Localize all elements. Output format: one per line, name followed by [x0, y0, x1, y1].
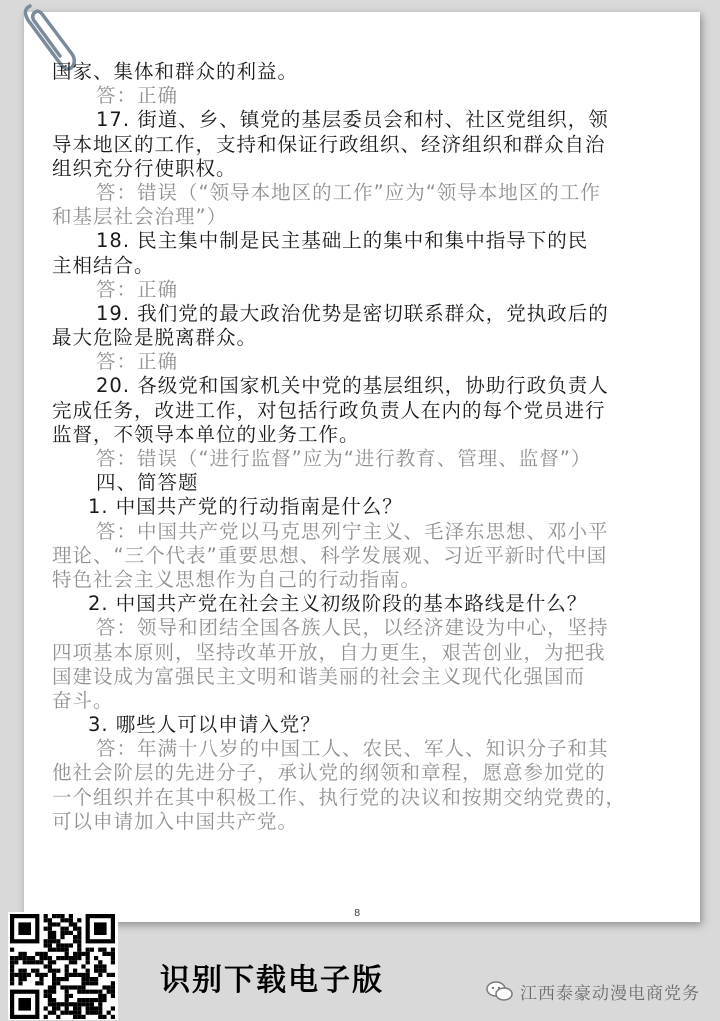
answer-line: 答：中国共产党以马克思列宁主义、毛泽东思想、邓小平	[96, 519, 609, 543]
download-label: 识别下载电子版	[160, 963, 384, 998]
answer-line: 答：正确	[96, 350, 179, 374]
text-line: 20. 各级党和国家机关中党的基层组织，协助行政负责人	[96, 374, 609, 398]
account-name: 江西泰豪动漫电商党务	[520, 983, 700, 1004]
text-line: 主相结合。	[52, 253, 155, 277]
wechat-icon	[486, 980, 514, 1002]
text-line: 组织充分行使职权。	[52, 156, 237, 180]
answer-line: 一个组织并在其中积极工作、执行党的决议和按期交纳党费的，	[52, 785, 627, 809]
answer-line: 理论、“三个代表”重要思想、科学发展观、习近平新时代中国	[52, 543, 608, 567]
text-line: 最大危险是脱离群众。	[52, 326, 258, 350]
answer-line: 答：错误（“领导本地区的工作”应为“领导本地区的工作	[96, 180, 601, 204]
answer-line: 国建设成为富强民主文明和谐美丽的社会主义现代化强国而	[52, 664, 586, 688]
text-line: 3. 哪些人可以申请入党？	[88, 713, 321, 737]
qr-code-icon[interactable]	[8, 912, 118, 1020]
page-number: 8	[354, 908, 361, 919]
text-line: 1. 中国共产党的行动指南是什么？	[88, 495, 403, 519]
text-line: 四、简答题	[96, 471, 199, 495]
answer-line: 和基层社会治理”）	[52, 205, 228, 229]
answer-line: 答：正确	[96, 277, 179, 301]
answer-line: 答：领导和团结全国各族人民，以经济建设为中心，坚持	[96, 616, 609, 640]
text-line: 2. 中国共产党在社会主义初级阶段的基本路线是什么？	[88, 592, 588, 616]
answer-line: 四项基本原则，坚持改革开放，自力更生，艰苦创业，为把我	[52, 640, 606, 664]
answer-line: 奋斗。	[52, 688, 114, 712]
answer-line: 答：错误（“进行监督”应为“进行教育、管理、监督”）	[96, 447, 592, 470]
answer-line: 可以申请加入中国共产党。	[52, 809, 299, 833]
text-line: 19. 我们党的最大政治优势是密切联系群众，党执政后的	[96, 301, 609, 325]
wechat-watermark	[486, 978, 700, 1004]
text-line: 国家、集体和群众的利益。	[52, 60, 299, 83]
answer-line: 答：正确	[96, 84, 179, 108]
answer-line: 特色社会主义思想作为自己的行动指南。	[52, 567, 422, 591]
text-line: 18. 民主集中制是民主基础上的集中和集中指导下的民	[96, 229, 589, 253]
text-line: 导本地区的工作，支持和保证行政组织、经济组织和群众自治	[52, 132, 606, 156]
text-line: 监督，不领导本单位的业务工作。	[52, 422, 360, 446]
text-line: 完成任务，改进工作，对包括行政负责人在内的每个党员进行	[52, 398, 606, 422]
answer-line: 他社会阶层的先进分子，承认党的纲领和章程，愿意参加党的	[52, 761, 606, 785]
answer-line: 答：年满十八岁的中国工人、农民、军人、知识分子和其	[96, 737, 609, 761]
document-body	[52, 60, 692, 834]
text-line: 17. 街道、乡、镇党的基层委员会和村、社区党组织，领	[96, 108, 609, 132]
